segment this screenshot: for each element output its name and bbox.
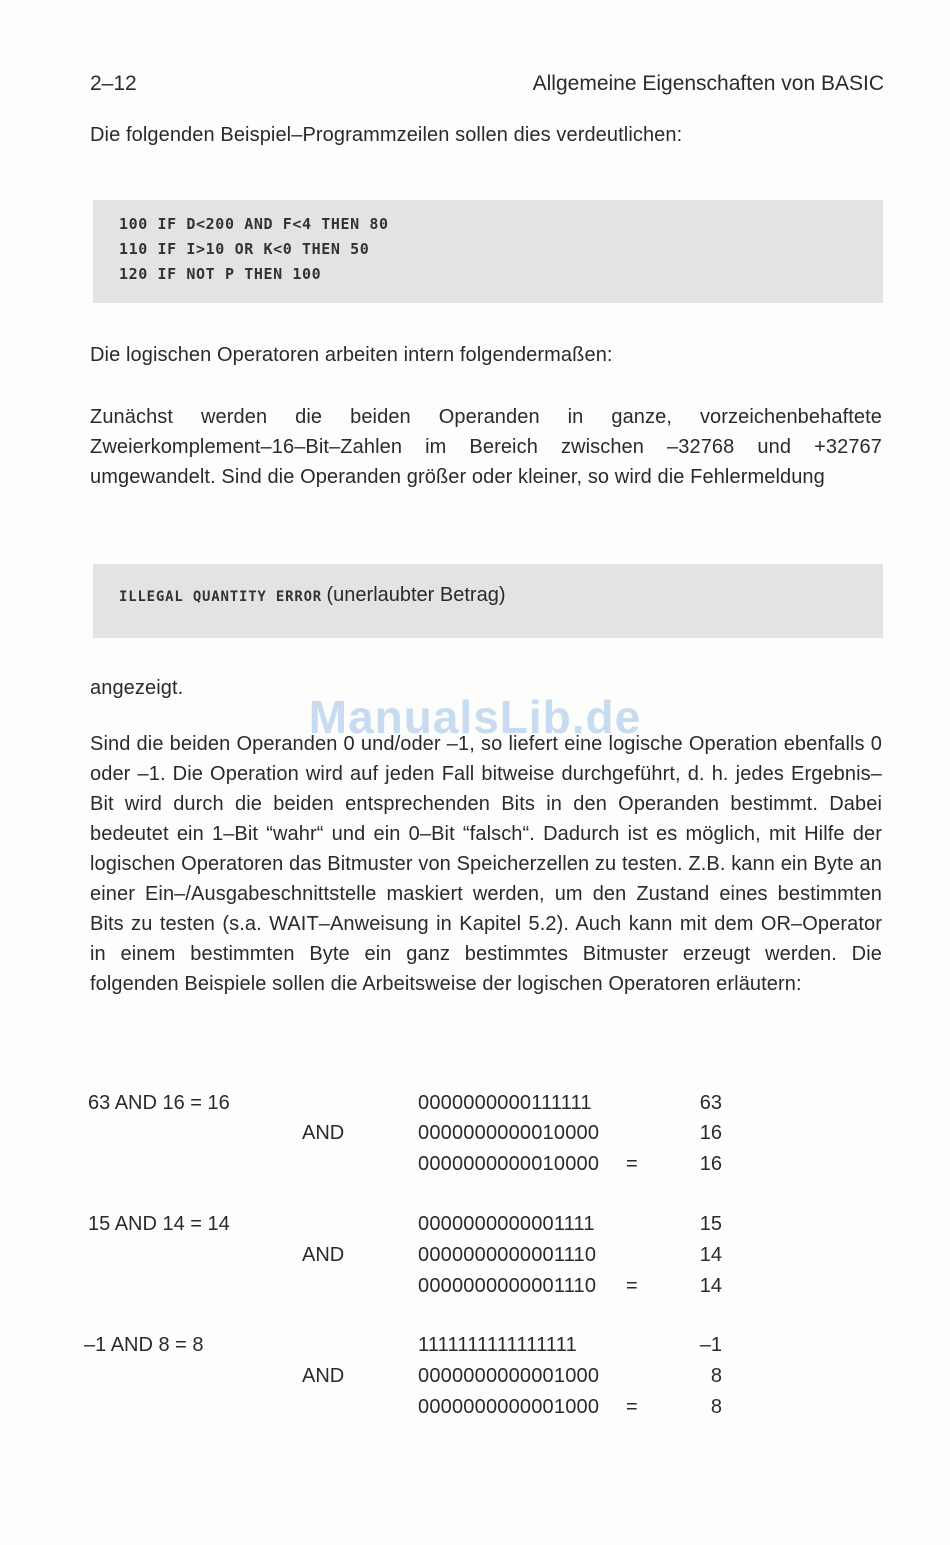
- operator-label: AND: [302, 1365, 345, 1387]
- decimal-value: 16: [699, 1122, 722, 1144]
- bit-pattern: 0000000000001000: [418, 1396, 600, 1418]
- running-header: Allgemeine Eigenschaften von BASIC: [532, 72, 884, 95]
- decimal-value: 14: [699, 1275, 722, 1297]
- bitwise-paragraph: Sind die beiden Operanden 0 und/oder –1, so liefert eine logische Operation ebenfalls 0 oder –1. Die Operation wird auf jeden Fall bitweise durchgeführt, d. h. jedes Ergebnis–Bit wird durch die beiden entsprechenden Bits in den Operanden bestimmt. Dabei bedeutet ein 1–Bit “wahr“ und ein 0–Bit “falsch“. Dadurch ist es möglich, mit Hilfe der logischen Operatoren das Bitmuster von Speicherzellen zu testen. Z.B. kann ein Byte an einer Ein–/Ausgabeschnittstelle maskiert werden, um den Zustand eines bestimmten Bits zu testen (s.a. WAIT–Anweisung in Kapitel 5.2). Auch kann mit dem OR–Operator in einem bestimmten Byte ein ganz bestimmtes Bitmuster erzeugt werden. Die folgenden Beispiele sollen die Arbeitsweise der logischen Operatoren erläutern:: [90, 733, 882, 995]
- bit-pattern: 0000000000010000: [418, 1153, 600, 1175]
- example-row: [0, 1153, 950, 1183]
- error-translation: (unerlaubter Betrag): [326, 584, 506, 606]
- example-row: [0, 1275, 950, 1305]
- bit-pattern: 0000000000001110: [418, 1244, 597, 1266]
- page-number: 2–12: [90, 72, 137, 95]
- decimal-value: 8: [710, 1396, 722, 1418]
- bit-pattern: 0000000000001000: [418, 1365, 600, 1387]
- bit-pattern: 1111111111111111: [418, 1334, 577, 1356]
- code-listing: [93, 200, 883, 303]
- example-row: [0, 1334, 950, 1364]
- displayed-text: angezeigt.: [90, 677, 184, 699]
- decimal-value: –1: [699, 1334, 722, 1356]
- watermark: ManualsLib.de: [308, 691, 642, 743]
- code-line: 110 IF I>10 OR K<0 THEN 50: [119, 240, 370, 258]
- operators-text: Die logischen Operatoren arbeiten intern folgendermaßen:: [90, 344, 613, 366]
- example-row: [0, 1213, 950, 1243]
- example-row: [0, 1092, 950, 1122]
- decimal-value: 15: [699, 1213, 722, 1235]
- intro-text: Die folgenden Beispiel–Programmzeilen sollen dies verdeutlichen:: [90, 124, 683, 146]
- equals-sign: =: [626, 1396, 638, 1418]
- equals-sign: =: [626, 1153, 638, 1175]
- error-message-box: [93, 564, 883, 638]
- bit-pattern: 0000000000001111: [418, 1213, 595, 1235]
- bit-pattern: 0000000000111111: [418, 1092, 592, 1114]
- decimal-value: 63: [699, 1092, 722, 1114]
- error-message: ILLEGAL QUANTITY ERROR: [119, 589, 323, 605]
- operator-label: AND: [302, 1244, 345, 1266]
- example-expression: 15 AND 14 = 14: [88, 1213, 230, 1235]
- example-expression: 63 AND 16 = 16: [88, 1092, 230, 1114]
- decimal-value: 8: [710, 1365, 722, 1387]
- code-line: 120 IF NOT P THEN 100: [119, 265, 322, 283]
- equals-sign: =: [626, 1275, 638, 1297]
- example-row: [0, 1365, 950, 1395]
- example-row: [0, 1122, 950, 1152]
- decimal-value: 16: [699, 1153, 722, 1175]
- decimal-value: 14: [699, 1244, 722, 1266]
- bit-pattern: 0000000000001110: [418, 1275, 597, 1297]
- bit-pattern: 0000000000010000: [418, 1122, 600, 1144]
- conversion-paragraph: Zunächst werden die beiden Operanden in ganze, vorzeichenbehaftete Zweierkomplement–16–Bit–Zahlen im Bereich zwischen –32768 und +32767 umgewandelt. Sind die Operanden größer oder kleiner, so wird die Fehlermeldung: [90, 406, 882, 488]
- example-row: [0, 1244, 950, 1274]
- code-line: 100 IF D<200 AND F<4 THEN 80: [119, 215, 389, 233]
- example-expression: –1 AND 8 = 8: [84, 1334, 204, 1356]
- example-row: [0, 1396, 950, 1426]
- operator-label: AND: [302, 1122, 345, 1144]
